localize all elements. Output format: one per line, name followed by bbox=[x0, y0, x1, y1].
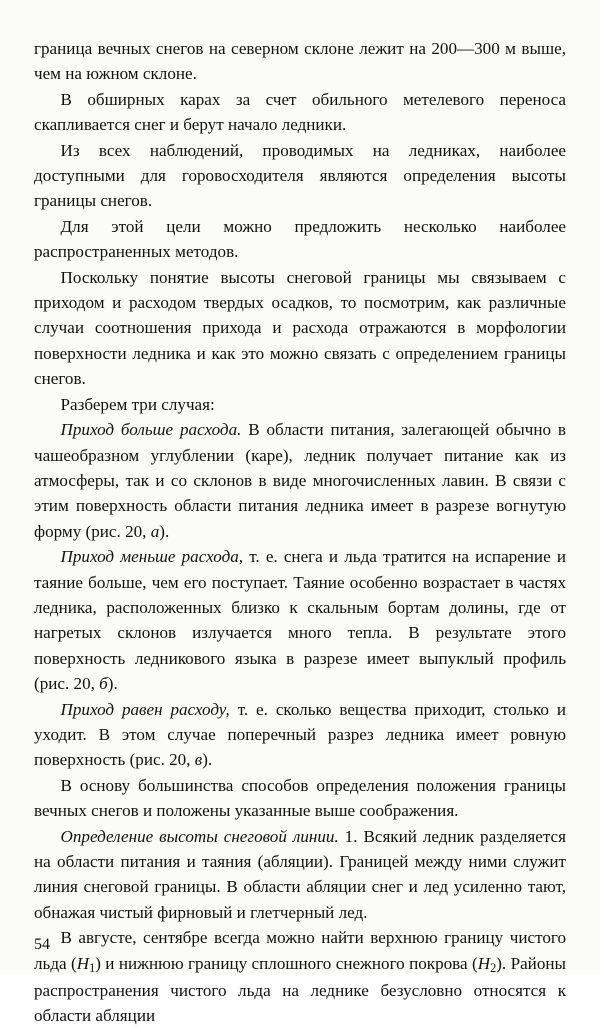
paragraph bbox=[34, 87, 566, 138]
subscript-run: 1 bbox=[89, 961, 96, 976]
text-run: Из всех наблюдений, проводимых на ледниках, наиболее доступными для горовосходителя являются определения высоты границы снегов. bbox=[34, 140, 566, 211]
italic-run: а bbox=[150, 521, 160, 541]
text-run: Для этой цели можно предложить несколько наиболее распространенных методов. bbox=[34, 216, 566, 262]
page-number: 54 bbox=[34, 936, 50, 953]
text-run: Поскольку понятие высоты снеговой границы мы связываем с приходом и расходом твердых осадков, то посмотрим, как различные случаи соотношения прихода и расхода отражаются в морфологии поверхности ледника и как это можно связать с определением границы снегов. bbox=[34, 267, 566, 389]
italic-run: H bbox=[76, 953, 90, 973]
paragraph bbox=[34, 544, 566, 696]
text-run: т. е. снега и льда тратится на испарение и таяние больше, чем его поступает. Таяние особенно возрастает в частях ледника, расположенных близко к скальным бортам долины, где от нагретых склонов излучается много тепла. В результате этого поверхность ледникового языка в разрезе имеет выпуклый профиль (рис. 20, bbox=[34, 547, 566, 694]
italic-run: Приход равен расходу, bbox=[60, 699, 230, 719]
text-run: т. е. сколько вещества приходит, столько и уходит. В этом случае поперечный разрез ледника имеет ровную поверхность (рис. 20, bbox=[34, 699, 566, 770]
text-run: Разберем три случая: bbox=[60, 394, 215, 414]
italic-run: Приход больше расхода. bbox=[60, 420, 242, 440]
italic-run: б bbox=[99, 674, 108, 694]
paragraph bbox=[34, 417, 566, 544]
subscript-run: 2 bbox=[490, 961, 497, 976]
paragraph bbox=[34, 773, 566, 824]
text-run: 1. Всякий ледник разделяется на области питания и таяния (абляции). Границей между ними служит линия снеговой границы. В области абляции снег и лед усиленно тают, обнажая чистый фирновый и глетчерный лед. bbox=[34, 826, 566, 922]
paragraph bbox=[34, 36, 566, 87]
paragraph bbox=[34, 138, 566, 214]
paragraph bbox=[34, 265, 566, 392]
paragraph bbox=[34, 214, 566, 265]
text-run: граница вечных снегов на северном склоне лежит на 200—300 м выше, чем на южном склоне. bbox=[34, 39, 566, 84]
paragraph bbox=[34, 824, 566, 926]
text-run: ). bbox=[107, 674, 118, 694]
paragraph bbox=[34, 925, 566, 1029]
paragraph bbox=[34, 392, 566, 417]
body-text bbox=[34, 36, 566, 1029]
italic-run: H bbox=[477, 953, 491, 973]
italic-run: Определение высоты снеговой линии. bbox=[60, 826, 339, 846]
text-run: В августе, сентябре всегда можно найти верхнюю границу чистого льда ( bbox=[34, 928, 566, 973]
italic-run: Приход меньше расхода, bbox=[60, 547, 244, 567]
text-run: ) и нижнюю границу сплошного снежного покрова ( bbox=[95, 953, 478, 973]
text-run: ). Районы распространения чистого льда на леднике безусловно относятся к области абляции bbox=[34, 953, 566, 1026]
paragraph bbox=[34, 697, 566, 773]
text-run: В основу большинства способов определения положения границы вечных снегов и положены указанные выше соображения. bbox=[34, 775, 566, 821]
italic-run: в bbox=[194, 750, 203, 770]
text-run: В области питания, залегающей обычно в чашеобразном углублении (каре), ледник получает питание как из атмосферы, так и со склонов в виде многочисленных лавин. В связи с этим поверхность области питания ледника имеет в разрезе вогнутую форму (рис. 20, bbox=[34, 420, 566, 541]
text-run: ). bbox=[202, 750, 213, 770]
text-run: ). bbox=[159, 521, 170, 541]
text-run: В обширных карах за счет обильного метелевого переноса скапливается снег и берут начало ледники. bbox=[34, 89, 566, 135]
